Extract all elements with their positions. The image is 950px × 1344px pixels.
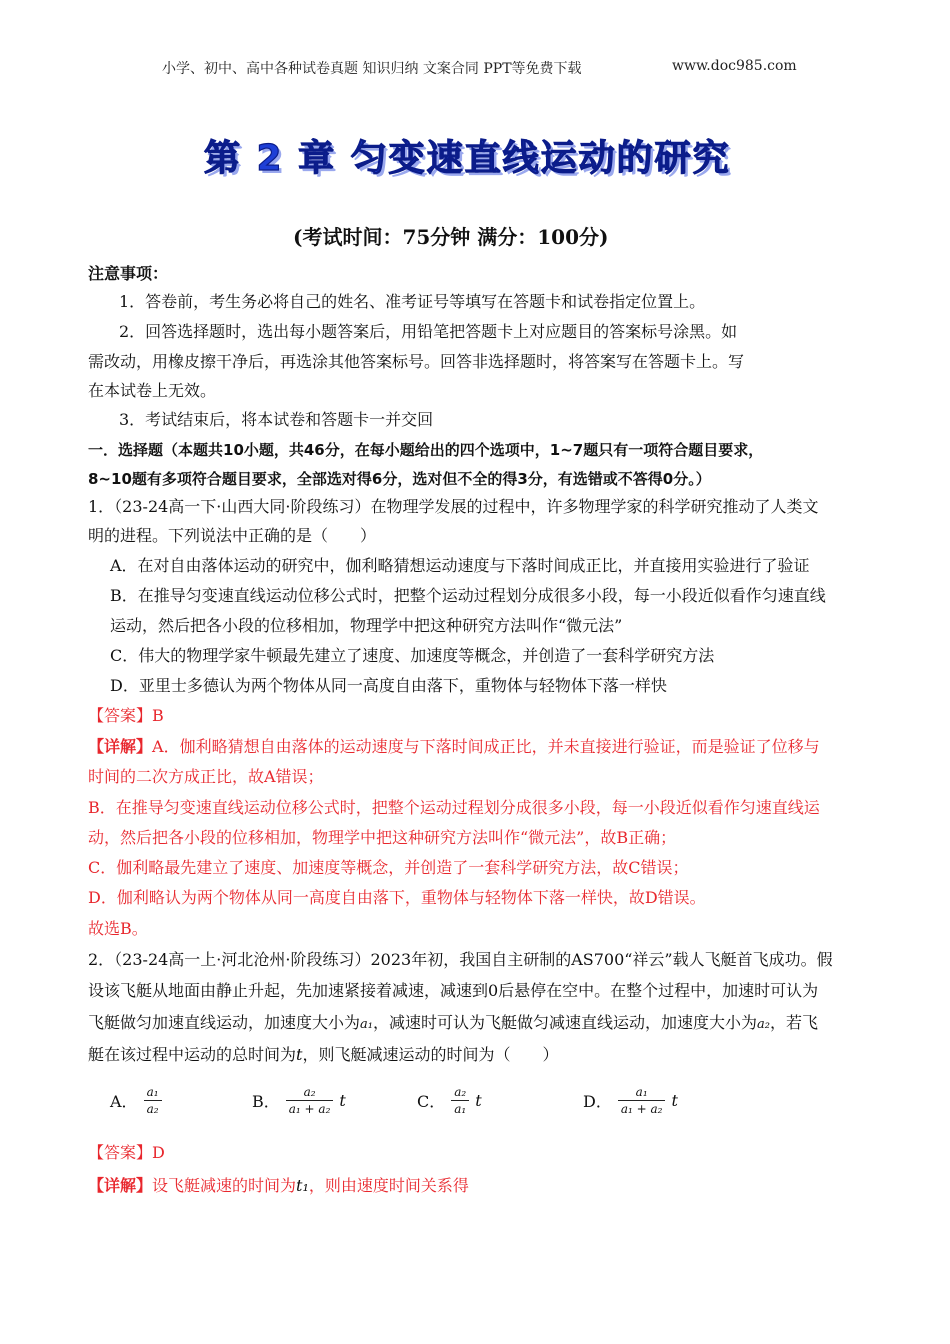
note-item-3: 3．考试结束后，将本试卷和答题卡一并交回 xyxy=(119,410,434,429)
symbol-t: t xyxy=(475,1091,482,1110)
q2-stem-line3-part3: ，若飞 xyxy=(769,1013,818,1032)
q1-detail-line3: B．在推导匀变速直线运动位移公式时，把整个运动过程划分成很多小段，每一小段近似看作匀速直线运 xyxy=(88,798,820,817)
q1-option-c: C．伟大的物理学家牛顿最先建立了速度、加速度等概念，并创造了一套科学研究方法 xyxy=(110,646,715,665)
fraction-numerator: a₁ xyxy=(144,1084,162,1101)
note-item-1: 1．答卷前，考生务必将自己的姓名、准考证号等填写在答题卡和试卷指定位置上。 xyxy=(119,292,706,311)
q2-stem-line4 xyxy=(88,1045,558,1065)
q2-option-b-fraction xyxy=(286,1084,334,1117)
q1-stem-line1: 1．（23-24高一下·山西大同·阶段练习）在物理学发展的过程中，许多物理学家的科学研究推动了人类文 xyxy=(88,497,819,516)
q2-option-c xyxy=(417,1084,482,1117)
q2-stem-line2: 设该飞艇从地面由静止升起，先加速紧接着减速，减速到0后悬停在空中。在整个过程中，加速时可认为 xyxy=(88,981,819,1000)
symbol-a2: a₂ xyxy=(757,1017,770,1032)
q2-detail-text-part2: ，则由速度时间关系得 xyxy=(308,1176,469,1195)
section-heading-line1: 一．选择题（本题共10小题，共46分，在每小题给出的四个选项中，1~7题只有一项符合题目要求， xyxy=(88,441,764,459)
q2-stem-line3-part1: 飞艇做匀加速直线运动，加速度大小为 xyxy=(88,1013,361,1032)
q2-option-c-fraction xyxy=(451,1084,469,1117)
q2-detail-label: 【详解】 xyxy=(88,1176,153,1195)
symbol-t: t xyxy=(296,1045,303,1064)
symbol-t: t xyxy=(671,1091,678,1110)
notes-heading: 注意事项： xyxy=(88,264,169,283)
section-heading-line2: 8~10题有多项符合题目要求，全部选对得6分，选对但不全的得3分，有选错或不答得0分。） xyxy=(88,470,711,488)
q1-detail-line2: 时间的二次方成正比，故A错误； xyxy=(88,767,324,786)
q2-option-a-label: A． xyxy=(110,1092,138,1111)
q1-detail-line5: C．伽利略最先建立了速度、加速度等概念，并创造了一套科学研究方法，故C错误； xyxy=(88,858,689,877)
q1-option-b-line1: B．在推导匀变速直线运动位移公式时，把整个运动过程划分成很多小段，每一小段近似看作匀速直线 xyxy=(110,586,826,605)
q1-detail-line6: D．伽利略认为两个物体从同一高度自由落下，重物体与轻物体下落一样快，故D错误。 xyxy=(88,888,706,907)
symbol-t: t xyxy=(339,1091,346,1110)
q1-conclusion: 故选B。 xyxy=(88,919,148,938)
note-item-2-line3: 在本试卷上无效。 xyxy=(88,381,217,400)
fraction-denominator: a₂ xyxy=(146,1102,159,1116)
fraction-numerator: a₂ xyxy=(451,1084,469,1101)
q2-detail-line1 xyxy=(88,1176,469,1196)
fraction-denominator: a₁ + a₂ xyxy=(288,1102,331,1116)
fraction-denominator: a₁ + a₂ xyxy=(620,1102,663,1116)
q1-option-d: D．亚里士多德认为两个物体从同一高度自由落下，重物体与轻物体下落一样快 xyxy=(110,676,667,695)
chapter-title: 第 2 章 匀变速直线运动的研究 xyxy=(204,138,731,179)
q2-detail-text-part1: 设飞艇减速的时间为 xyxy=(152,1176,297,1195)
symbol-t1: t₁ xyxy=(296,1176,309,1195)
q2-stem-line4-part2: ，则飞艇减速运动的时间为（ ） xyxy=(302,1045,559,1064)
q1-answer: 【答案】B xyxy=(88,706,164,725)
fraction-numerator: a₁ xyxy=(618,1084,666,1101)
q2-option-c-label: C． xyxy=(417,1092,446,1111)
q2-option-d xyxy=(583,1084,678,1117)
fraction-numerator: a₂ xyxy=(286,1084,334,1101)
q2-option-d-label: D． xyxy=(583,1092,612,1111)
q1-detail-line1 xyxy=(88,737,820,757)
q1-detail-text: A．伽利略猜想自由落体的运动速度与下落时间成正比，并未直接进行验证，而是验证了位移与 xyxy=(152,737,820,756)
q2-option-a xyxy=(110,1084,162,1117)
header-left: 小学、初中、高中各种试卷真题 知识归纳 文案合同 PPT等免费下载 xyxy=(162,61,582,77)
q1-stem-line2: 明的进程。下列说法中正确的是（ ） xyxy=(88,526,377,545)
q1-option-a: A．在对自由落体运动的研究中，伽利略猜想运动速度与下落时间成正比，并直接用实验进行了验证 xyxy=(110,556,810,575)
q2-option-b xyxy=(252,1084,346,1117)
note-item-2-line1: 2．回答选择题时，选出每小题答案后，用铅笔把答题卡上对应题目的答案标号涂黑。如 xyxy=(119,322,738,341)
q2-stem-line1: 2．（23-24高一上·河北沧州·阶段练习）2023年初，我国自主研制的AS700“祥云”载人飞艇首飞成功。假 xyxy=(88,950,833,969)
exam-info: (考试时间：75分钟 满分：100分) xyxy=(293,225,609,249)
q2-stem-line3-part2: ，减速时可认为飞艇做匀减速直线运动，加速度大小为 xyxy=(372,1013,757,1032)
header-url[interactable]: www.doc985.com xyxy=(672,58,797,74)
q2-option-d-fraction xyxy=(618,1084,666,1117)
q2-option-b-label: B． xyxy=(252,1092,280,1111)
q2-stem-line4-part1: 艇在该过程中运动的总时间为 xyxy=(88,1045,297,1064)
q1-detail-label: 【详解】 xyxy=(88,737,153,756)
q1-option-b-line2: 运动，然后把各小段的位移相加，物理学中把这种研究方法叫作“微元法” xyxy=(110,616,623,635)
q2-option-a-fraction xyxy=(144,1084,162,1117)
q2-answer: 【答案】D xyxy=(88,1143,165,1162)
q2-stem-line3 xyxy=(88,1013,818,1035)
note-item-2-line2: 需改动，用橡皮擦干净后，再选涂其他答案标号。回答非选择题时，将答案写在答题卡上。写 xyxy=(88,352,745,371)
q1-detail-line4: 动，然后把各小段的位移相加，物理学中把这种研究方法叫作“微元法”，故B正确； xyxy=(88,828,677,847)
fraction-denominator: a₁ xyxy=(454,1102,467,1116)
symbol-a1: a₁ xyxy=(360,1017,373,1032)
